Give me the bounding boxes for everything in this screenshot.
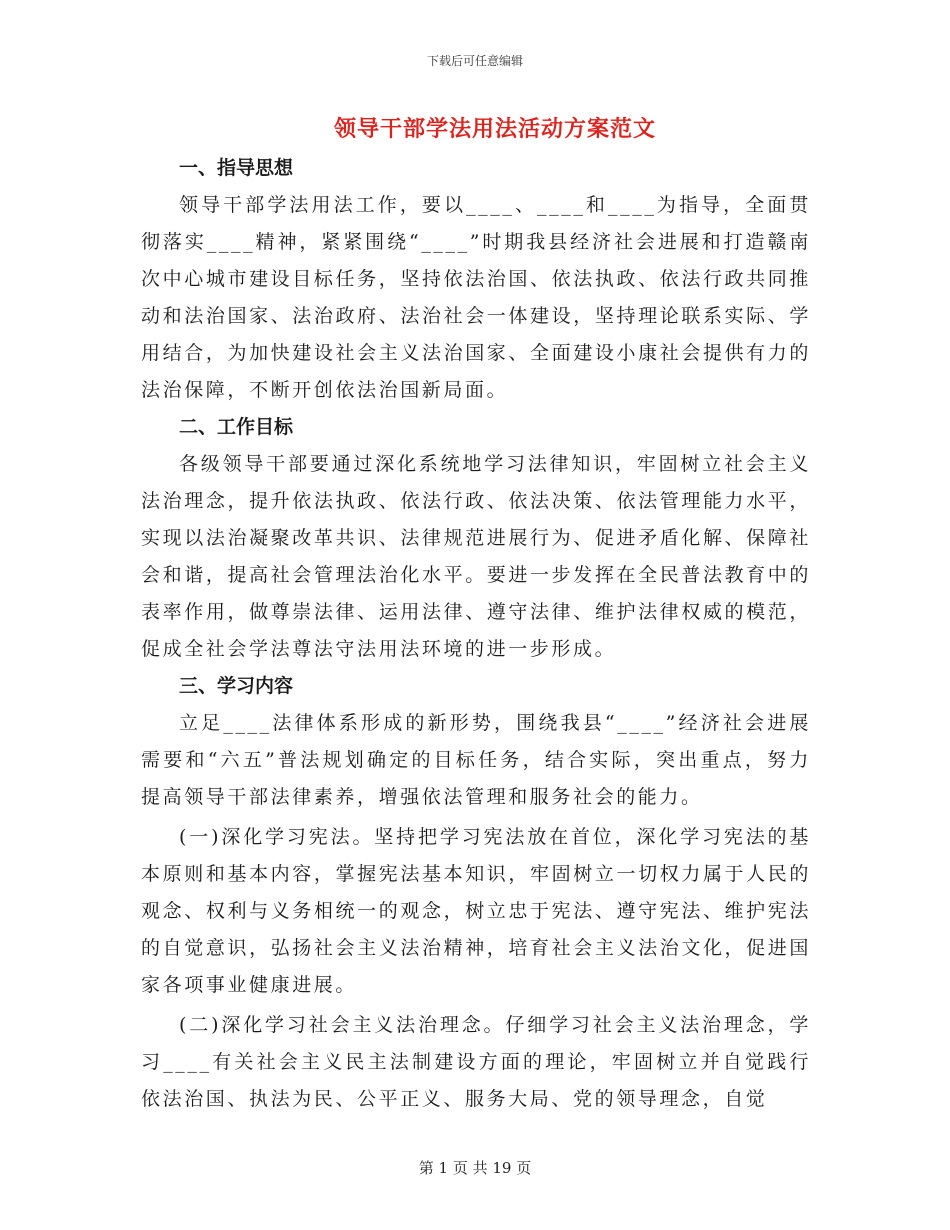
section-2-paragraph: 各级领导干部要通过深化系统地学习法律知识，牢固树立社会主义法治理念，提升依法执政、依法行政、依法决策、依法管理能力水平，实现以法治凝聚改革共识、法律规范进展行为、促进矛盾化解、保障社会和谐，提高社会管理法治化水平。要进一步发挥在全民普法教育中的表率作用，做尊崇法律、运用法律、遵守法律、维护法律权威的模范，促成全社会学法尊法守法用法环境的进一步形成。 <box>141 453 811 660</box>
section-3-paragraph-1: 立足____法律体系形成的新形势，围绕我县“____”经济社会进展需要和“六五”普法规划确定的目标任务，结合实际，突出重点，努力提高领导干部法律素养，增强依法管理和服务社会的能力。 <box>141 712 811 808</box>
section-heading-2: 二、工作目标 <box>179 416 294 438</box>
section-heading-1: 一、指导思想 <box>179 157 294 179</box>
section-3-paragraph-3: (二)深化学习社会主义法治理念。仔细学习社会主义法治理念，学习____有关社会主义民主法制建设方面的理论，牢固树立并自觉践行依法治国、执法为民、公平正义、服务大局、党的领导理念，自觉 <box>141 1014 811 1110</box>
page-number-footer: 第 1 页 共 19 页 <box>418 1159 532 1177</box>
section-3-paragraph-2: (一)深化学习宪法。坚持把学习宪法放在首位，深化学习宪法的基本原则和基本内容，掌握宪法基本知识，牢固树立一切权力属于人民的观念、权利与义务相统一的观念，树立忠于宪法、遵守宪法、维护宪法的自觉意识，弘扬社会主义法治精神，培育社会主义法治文化，促进国家各项事业健康进展。 <box>141 826 811 996</box>
header-note: 下载后可任意编辑 <box>426 54 523 68</box>
section-1-paragraph: 领导干部学法用法工作，要以____、____和____为指导，全面贯彻落实____精神，紧紧围绕“____”时期我县经济社会进展和打造赣南次中心城市建设目标任务，坚持依法治国、依法执政、依法行政共同推动和法治国家、法治政府、法治社会一体建设，坚持理论联系实际、学用结合，为加快建设社会主义法治国家、全面建设小康社会提供有力的法治保障，不断开创依法治国新局面。 <box>141 194 811 401</box>
section-heading-3: 三、学习内容 <box>179 675 294 697</box>
document-body <box>141 150 811 1118</box>
document-title: 领导干部学法用法活动方案范文 <box>333 116 656 142</box>
